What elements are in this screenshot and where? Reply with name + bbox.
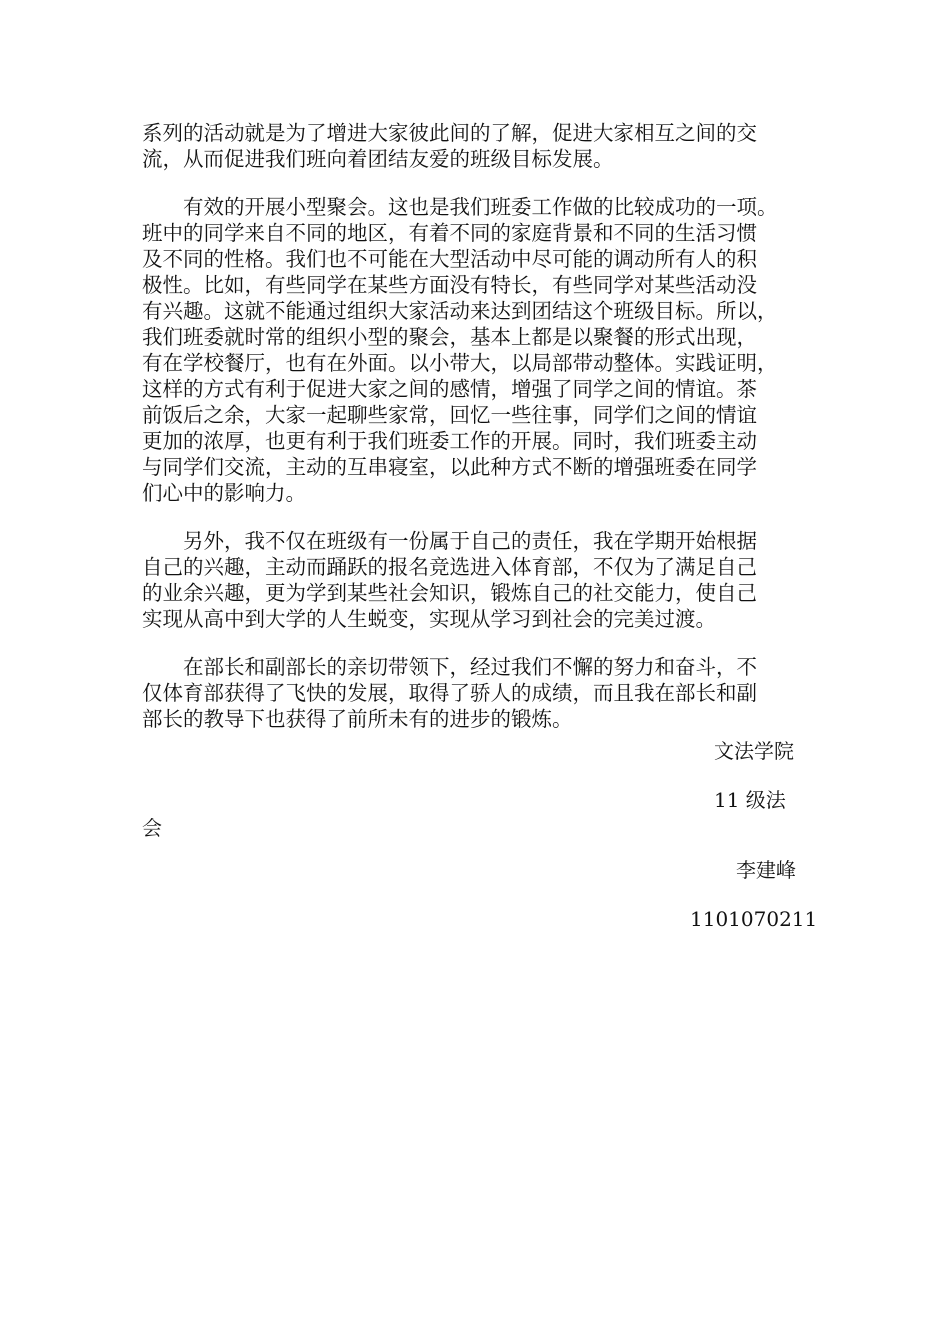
text-line: 自己的兴趣，主动而踊跃的报名竞选进入体育部，不仅为了满足自己 — [142, 555, 757, 579]
text-line: 仅体育部获得了飞快的发展，取得了骄人的成绩，而且我在部长和副 — [142, 681, 757, 705]
text-line: 这样的方式有利于促进大家之间的感情，增强了同学之间的情谊。茶 — [142, 377, 757, 401]
text-line: 及不同的性格。我们也不可能在大型活动中尽可能的调动所有人的积 — [142, 247, 757, 271]
text-line: 更加的浓厚，也更有利于我们班委工作的开展。同时，我们班委主动 — [142, 429, 757, 453]
text-line: 系列的活动就是为了增进大家彼此间的了解，促进大家相互之间的交 — [142, 121, 757, 145]
signature-class-part2: 会 — [142, 816, 162, 840]
signature-name: 李建峰 — [736, 858, 796, 882]
text-line: 有效的开展小型聚会。这也是我们班委工作做的比较成功的一项。 — [142, 195, 778, 219]
text-line: 我们班委就时常的组织小型的聚会，基本上都是以聚餐的形式出现， — [142, 325, 757, 349]
paragraph-2 — [142, 194, 812, 506]
paragraph-3 — [142, 528, 812, 632]
signature-class-part1: 11 级法 — [714, 788, 786, 812]
text-line: 在部长和副部长的亲切带领下，经过我们不懈的努力和奋斗，不 — [142, 655, 757, 679]
signature-student-id: 1101070211 — [690, 907, 818, 931]
text-line: 极性。比如，有些同学在某些方面没有特长，有些同学对某些活动没 — [142, 273, 757, 297]
text-line: 前饭后之余，大家一起聊些家常，回忆一些往事，同学们之间的情谊 — [142, 403, 757, 427]
signature-college: 文法学院 — [714, 739, 794, 763]
text-line: 有兴趣。这就不能通过组织大家活动来达到团结这个班级目标。所以， — [142, 299, 778, 323]
text-line: 流，从而促进我们班向着团结友爱的班级目标发展。 — [142, 147, 614, 171]
text-line: 有在学校餐厅，也有在外面。以小带大，以局部带动整体。实践证明， — [142, 351, 778, 375]
document-body — [142, 120, 812, 754]
text-line: 与同学们交流，主动的互串寝室，以此种方式不断的增强班委在同学 — [142, 455, 757, 479]
text-line: 实现从高中到大学的人生蜕变，实现从学习到社会的完美过渡。 — [142, 607, 716, 631]
text-line: 班中的同学来自不同的地区，有着不同的家庭背景和不同的生活习惯 — [142, 221, 757, 245]
text-line: 另外，我不仅在班级有一份属于自己的责任，我在学期开始根据 — [142, 529, 757, 553]
text-line: 部长的教导下也获得了前所未有的进步的锻炼。 — [142, 707, 573, 731]
paragraph-4 — [142, 654, 812, 732]
text-line: 的业余兴趣，更为学到某些社会知识，锻炼自己的社交能力，使自己 — [142, 581, 757, 605]
text-line: 们心中的影响力。 — [142, 481, 306, 505]
paragraph-1 — [142, 120, 812, 172]
